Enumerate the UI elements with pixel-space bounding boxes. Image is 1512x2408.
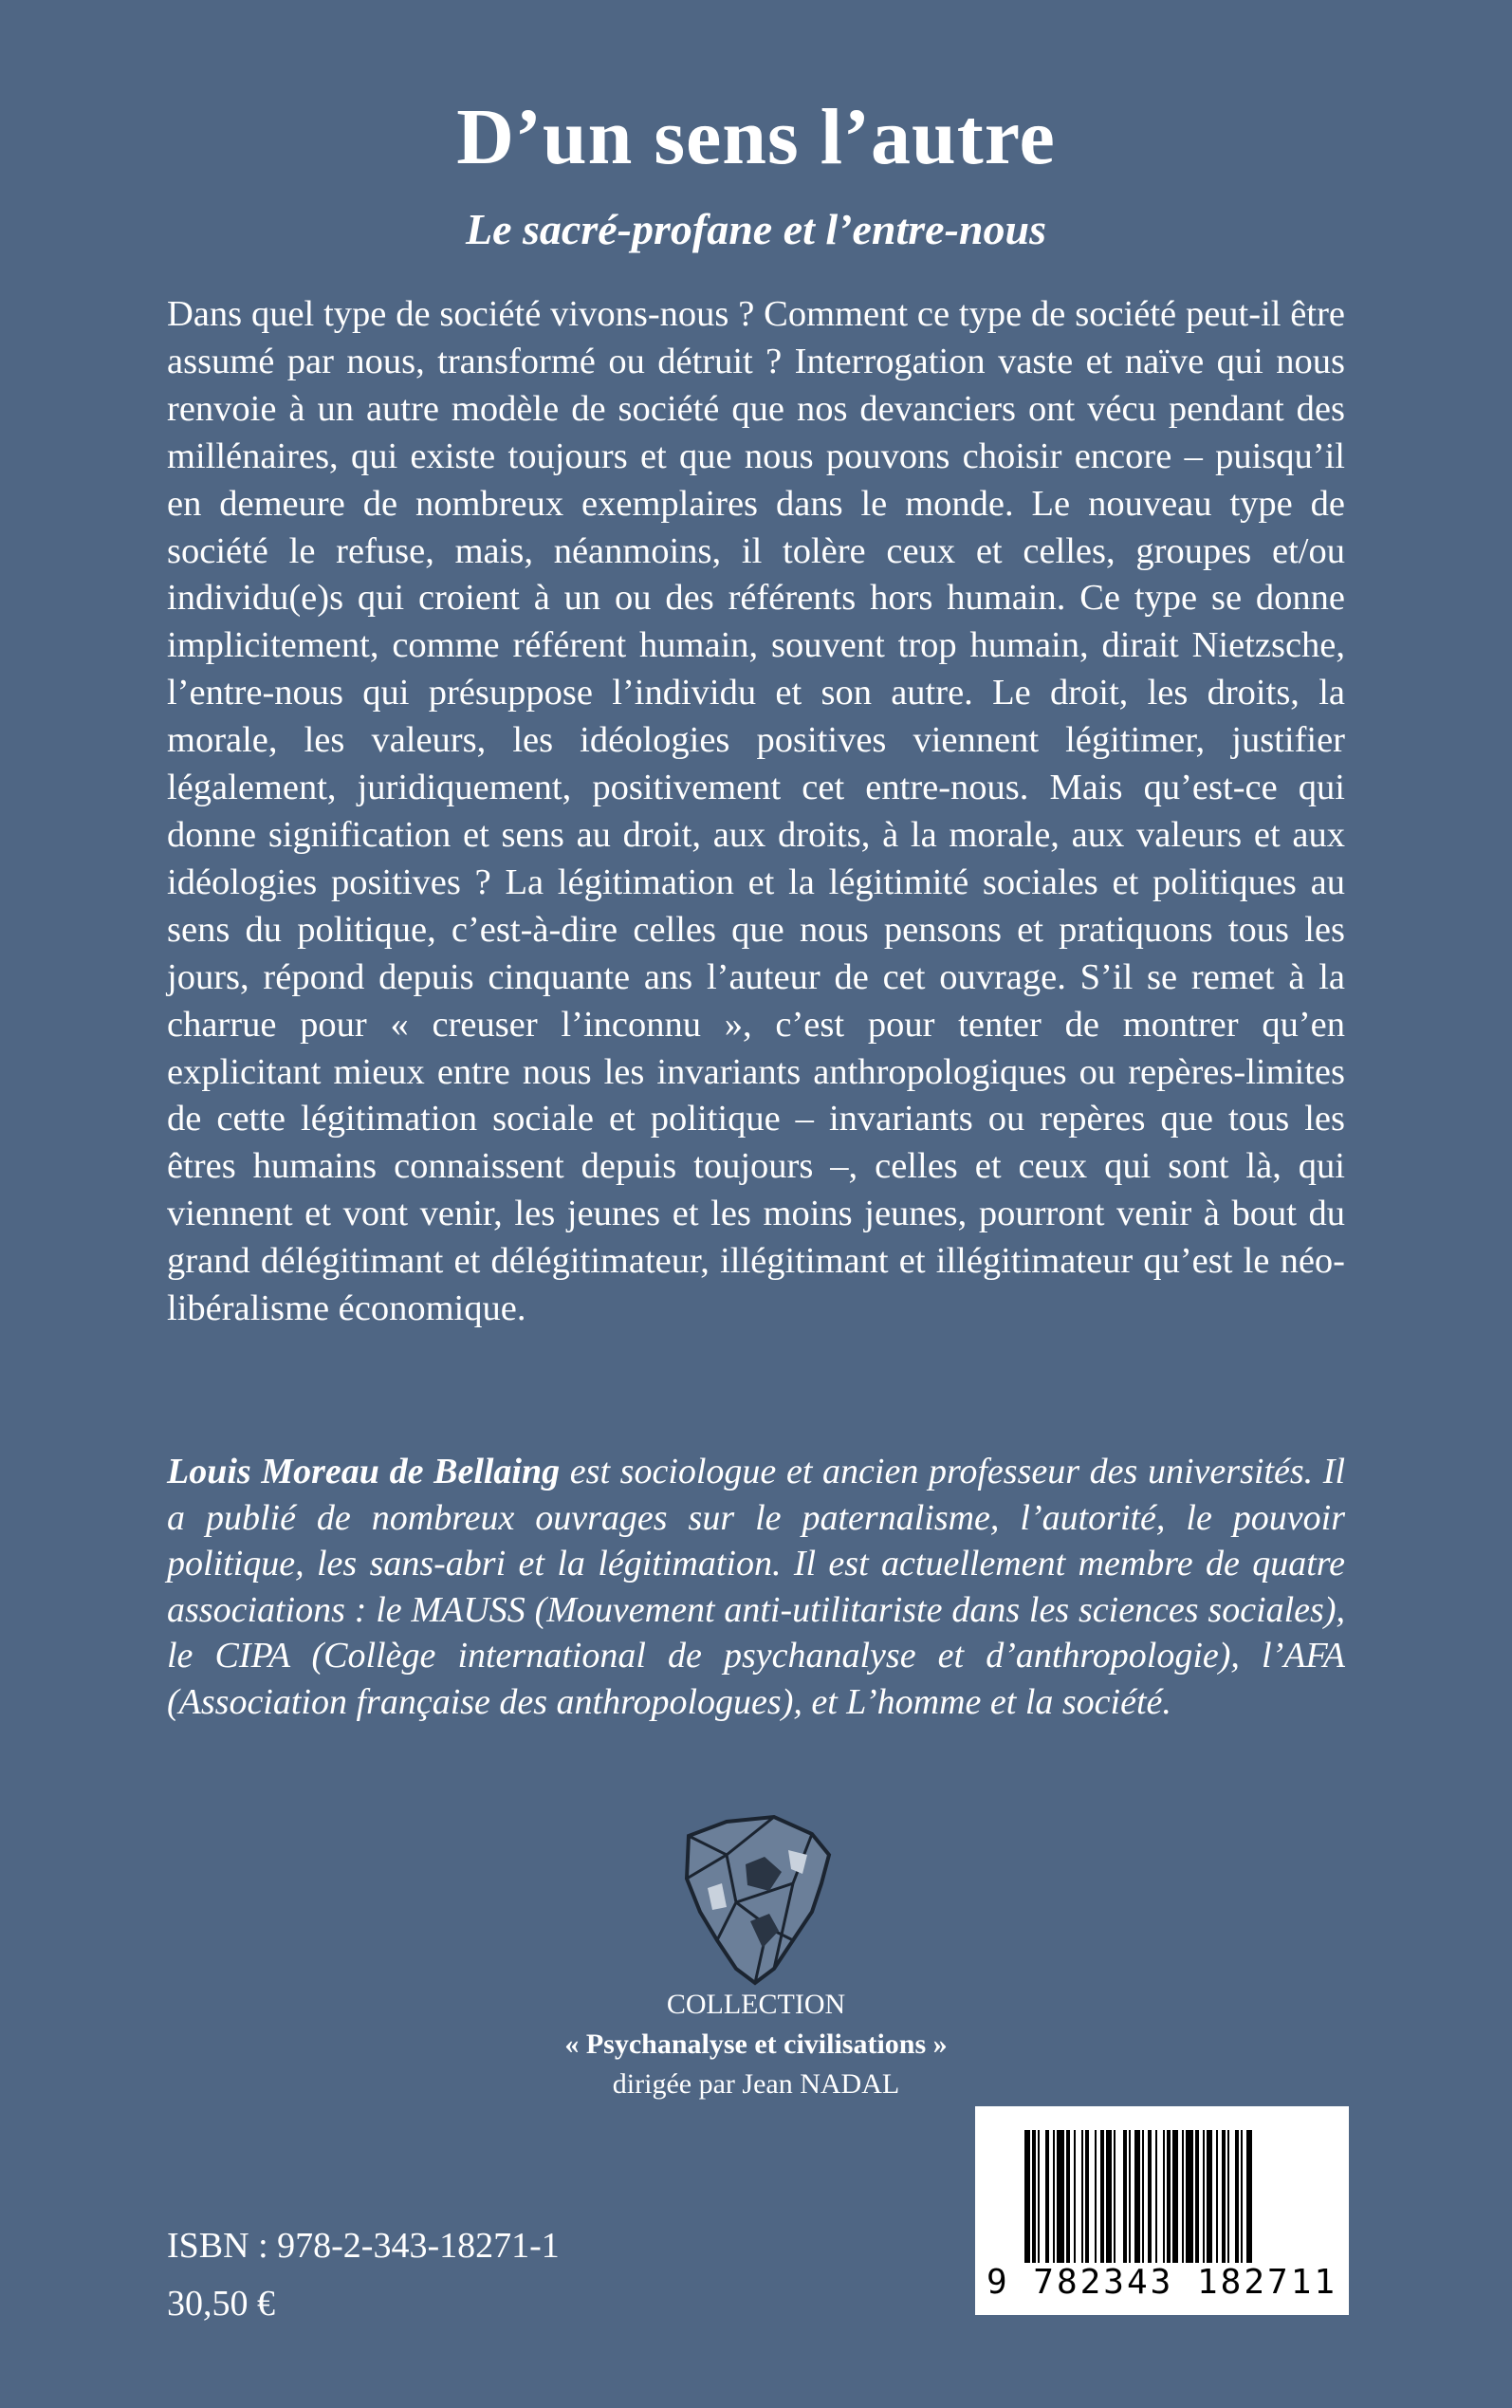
barcode-bar [1207,2130,1212,2263]
barcode-bar [1024,2130,1030,2263]
barcode-bar [1123,2130,1127,2263]
barcode-bar [1106,2130,1112,2263]
collection-name: « Psychanalyse et civilisations » [564,2028,948,2060]
barcode-bar [1148,2130,1152,2263]
barcode-bar [1167,2130,1171,2263]
barcode-bar [1222,2130,1226,2263]
barcode-bar [1227,2130,1229,2263]
author-bio [167,1449,1345,1725]
barcode-bar [1134,2130,1140,2263]
barcode-bar [1195,2130,1199,2263]
barcode-bar [1085,2130,1089,2263]
barcode-bar [1155,2130,1157,2263]
barcode-bar [1142,2130,1144,2263]
barcode-bar [1203,2130,1205,2263]
barcode-bars-icon [1024,2130,1300,2263]
collection-label: COLLECTION [666,1989,846,2020]
barcode-bar [1032,2130,1036,2263]
barcode-bar [1186,2130,1193,2263]
barcode-bar [1057,2130,1064,2263]
barcode-bar [1081,2130,1083,2263]
barcode-digits: 9 782343 182711 [986,2263,1338,2302]
publisher-logo-icon [670,1798,840,1988]
barcode-bar [1216,2130,1218,2263]
barcode-bar [1235,2130,1239,2263]
author-bio-text: est sociologue et ancien professeur des universités. Il a publié de nombreux ouvrages sur le paternalisme, l’autorité, le pouvoir politique, les sans-abri et la légitimation. Il est actuellement membre de quatre associations : le MAUSS (Mouvement anti-utilitariste dans les sciences sociales), le CIPA (Collège international de psychanalyse et d’anthropologie), l’AFA (Association française des anthropologues), et L’homme et la société. [167,1452,1345,1722]
collection-director: dirigée par Jean NADAL [612,2068,900,2100]
barcode-bar [1114,2130,1116,2263]
barcode-bar [1038,2130,1040,2263]
barcode-bar [1246,2130,1252,2263]
barcode-bar [1053,2130,1055,2263]
barcode-bar [1100,2130,1104,2263]
book-title: D’un sens l’autre [456,93,1056,181]
collection-info [0,1985,1512,2104]
barcode-bar [1172,2130,1178,2263]
barcode-bar [1074,2130,1076,2263]
barcode-bar [1241,2130,1243,2263]
isbn: ISBN : 978-2-343-18271-1 [167,2226,560,2266]
barcode-bar [1045,2130,1049,2263]
barcode-bar [1163,2130,1165,2263]
barcode-bar [1129,2130,1131,2263]
book-subtitle: Le sacré-profane et l’entre-nous [466,205,1046,253]
barcode-bar [1066,2130,1070,2263]
barcode [975,2106,1349,2315]
barcode-bar [1182,2130,1184,2263]
summary-text: Dans quel type de société vivons-nous ? Comment ce type de société peut-il être assumé par nous, transformé ou détruit ? Interrogation vaste et naïve qui nous renvoie à un autre modèle de société que nos devanciers ont vécu pendant des millénaires, qui existe toujours et que nous pouvons choisir encore – puisqu’il en demeure de nombreux exemplaires dans le monde. Le nouveau type de société le refuse, mais, néanmoins, il tolère ceux et celles, groupes et/ou individu(e)s qui croient à un ou des référents hors humain. Ce type se donne implicitement, comme référent humain, souvent trop humain, dirait Nietzsche, l’entre-nous qui présuppose l’individu et son autre. Le droit, les droits, la morale, les valeurs, les idéologies positives viennent légitimer, justifier légalement, juridiquement, positivement cet entre-nous. Mais qu’est-ce qui donne signification et sens au droit, aux droits, à la morale, aux valeurs et aux idéologies positives ? La légitimation et la légitimité sociales et politiques au sens du politique, c’est-à-dire celles que nous pensons et pratiquons tous les jours, répond depuis cinquante ans l’auteur de cet ouvrage. S’il se remet à la charrue pour « creuser l’inconnu », c’est pour tenter de montrer qu’en explicitant mieux entre nous les invariants anthropologiques ou repères-limites de cette légitimation sociale et politique – invariants ou repères que tous les êtres humains connaissent depuis toujours –, celles et ceux qui sont là, qui viennent et vont venir, les jeunes et les moins jeunes, pourront venir à bout du grand délégitimant et délégitimateur, illégitimant et illégitimateur qu’est le néo-libéralisme économique. [167,294,1345,1329]
barcode-bar [1095,2130,1097,2263]
price: 30,50 € [167,2284,275,2324]
author-name: Louis Moreau de Bellaing [167,1452,561,1491]
